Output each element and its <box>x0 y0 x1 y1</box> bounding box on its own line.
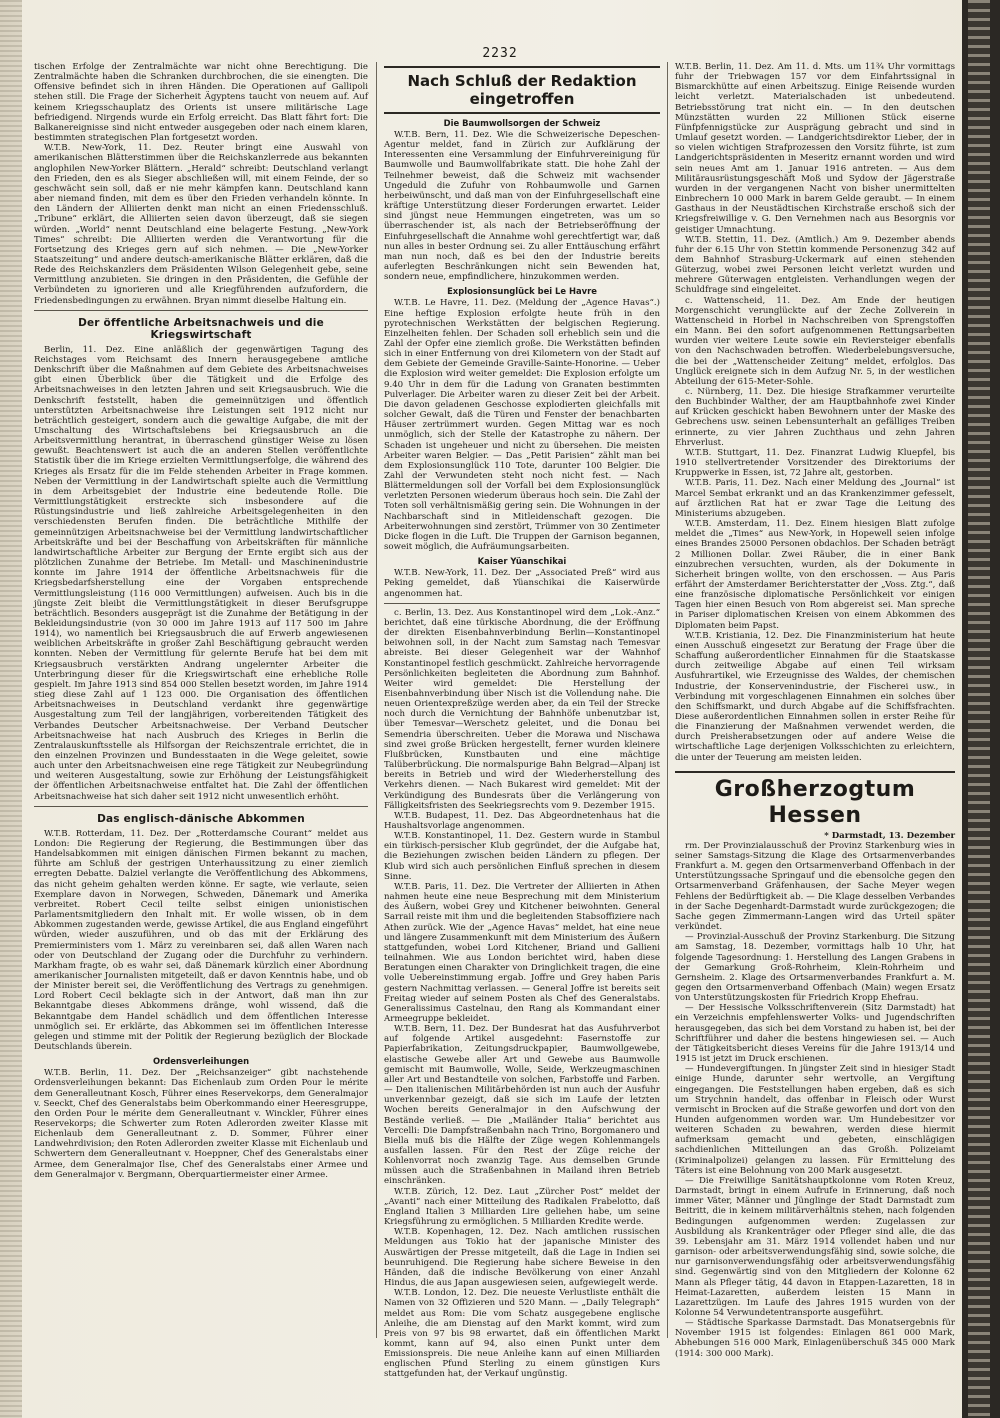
column-3 <box>675 62 955 1359</box>
section-rule <box>675 771 955 773</box>
article-body-arbeitsnachweis: Berlin, 11. Dez. Eine anläßlich der gegenwärtigen Tagung des Reichstages vom Reichsamt des Innern herausgegebene amtliche Denkschrift über die Maßnahmen auf dem Gebiete des Arbeitsnachweises gibt einen Überblick über die Tätigkeit und die Erfolge des Arbeitsnachweises in den letzten Jahren und seit Kriegsausbruch. Wie die Denkschrift feststellt, haben die gemeinnützigen und öffentlich unterstützten Arbeitsnachweise ihre Leistungen seit 1912 nicht nur beträchtlich gesteigert, sondern auch die gewaltige Aufgabe, die mit der Umschaltung des Wirtschaftslebens bei Kriegsausbruch an die Arbeitsvermittlung herantrat, in überraschend günstiger Weise zu lösen gewußt. Beachtenswert ist auch die an anderen Stellen veröffentlichte Statistik über die im Kriege erzielten Vermittlungserfolge, die während des Krieges als Ersatz für die im Felde stehenden Arbeiter in Frage kommen. Neben der Vermittlung in der Landwirtschaft spielte auch die Vermittlung in dem Arbeitsgebiet der Industrie eine bedeutende Rolle. Die Vermittlungstätigkeit erstreckte sich insbesondere auf die Rüstungsindustrie und ließ zahlreiche Arbeitsgelegenheiten in den verschiedensten Berufen finden. Die beträchtliche Mithilfe der gemeinnützigen Arbeitsnachweise bei der Vermittlung landwirtschaftlicher Arbeitskräfte und bei der Beschaffung von Arbeitskräften für männliche landwirtschaftliche Arbeiter zur Bergung der Ernte ergibt sich aus der plötzlichen Zunahme der Betriebe. Im Metall- und Maschinenindustrie konnte im Jahre 1914 der öffentliche Arbeitsnachweis für die Kriegsbedarfsherstellung eine der Vorgaben entsprechende Vermittlungsleistung (116 000 Vermittlungen) aufweisen. Auch bis in die jüngste Zeit bleibt die Vermittlungstätigkeit in dieser Berufsgruppe beträchtlich. Besonders ausgeprägt ist die Zunahme der Betätigung in der Bekleidungsindustrie (von 30 000 im Jahre 1913 auf 117 500 im Jahre 1914), wo namentlich bei Kriegsausbruch die auf Erwerb angewiesenen weiblichen Arbeitskräfte in großer Zahl Beschäftigung gebraucht werden konnten. Neben der Vermittlung für gelernte Berufe hat bei dem mit Kriegsausbruch verstärkten Andrang ungelernter Arbeiter die Unterbringung dieser für die Kriegswirtschaft eine erhebliche Rolle gespielt. Im Jahre 1913 sind 854 000 Stellen besetzt worden, im Jahre 1914 stieg diese Zahl auf 1 123 000. Die Organisation des öffentlichen Arbeitsnachweises in Deutschland verdankt ihre gegenwärtige Ausgestaltung zum Teil der langjährigen, vorbereitenden Tätigkeit des Verbandes Deutscher Arbeitsnachweise. Der Verband Deutscher Arbeitsnachweise hat nach Ausbruch des Krieges in Berlin die Zentralauskunftsstelle als Hilfsorgan der Reichszentrale errichtet, die in den einzelnen Provinzen und Bundesstaaten in die Wege geleitet, sowie auch unter den Arbeitsnachweisen eine rege Tätigkeit zur Neubegründung und weiteren Ausgestaltung, sowie zur Erhöhung der Leistungsfähigkeit der öffentlichen Arbeitsnachweise entfaltet hat. Die Zahl der öffentlichen Arbeitsnachweise hat sich daher seit 1912 nicht unwesentlich erhöht. <box>34 344 368 802</box>
news-item: W.T.B. Konstantinopel, 11. Dez. Gestern wurde in Stambul ein türkisch-persischer Klub gegründet, der die Aufgabe hat, die Beziehungen zwischen beiden Ländern zu pflegen. Der Klub wird sich auch persönlichen Einfluß sprechen in diesem Sinne. <box>384 831 660 882</box>
article-headline-orden: Ordensverleihungen <box>152 1056 250 1067</box>
news-item: W.T.B. Amsterdam, 11. Dez. Einem hiesigen Blatt zufolge meldet die „Times“ aus New-York, in Hopewell seien infolge eines Brandes 25000 Personen obdachlos. Der Schaden beträgt 2 Millionen Dollar. Zwei Räuber, die in einer Bank einzubrechen versuchten, wurden, als der Dokumente in Sicherheit bringen wollte, von den erschossen. — Aus Paris erfährt der Amsterdamer Berichterstatter der „Voss. Ztg.“, daß eine französische diplomatische Persönlichkeit vor einigen Tagen hier einen Besuch von Rom abgereist sei. Man spreche in Pariser diplomatischen Kreisen von einem Abkommen des Diplomaten beim Papst. <box>675 519 955 631</box>
column-2 <box>384 62 660 1380</box>
local-news-item: — Provinzial-Ausschuß der Provinz Starkenburg. Die Sitzung am Samstag, 18. Dezember, vormittags halb 10 Uhr, hat folgende Tagesordnung: 1. Herstellung des Langen Grabens in der Gemarkung Groß-Rohrheim, Klein-Rohrheim und Gernsheim. 2. Klage des Ortsarmenverbandes Frankfurt a. M. gegen den Ortsarmenverband Offenbach (Main) wegen Ersatz von Unterstützungskosten für Friedrich Kropp Ehefrau. <box>675 932 955 1004</box>
col1-intro-paragraph: tischen Erfolge der Zentralmächte war nicht ohne Berechtigung. Die Zentralmächte haben die Schranken durchbrochen, die sie einengten. Die Offensive befindet sich in ihren Händen. Die Operationen auf Gallipoli stehen still. Die Frage der Sicherheit Ägyptens taucht von neuem auf. Auf keinem Kriegsschauplatz des Orients ist unsere militärische Lage befriedigend. Nirgends wurde ein Erfolg erreicht. Das Blatt fährt fort: Die Balkanereignisse sind nicht entweder ausgegeben oder nach einem klaren, bestimmten strategischen Plan fortgesetzt worden. <box>34 62 368 144</box>
article-body-orden: W.T.B. Berlin, 11. Dez. Der „Reichsanzeiger“ gibt nachstehende Ordensverleihungen bekannt: Das Eichenlaub zum Orden Pour le mérite dem Generalleutnant Kosch, Führer eines Reservekorps, dem Generalmajor v. Seeckt, Chef des Generalstabs beim Oberkommando einer Heeresgruppe, den Orden Pour le mérite dem Generalleutnant v. Winckler, Führer eines Reservekorps; die Schwerter zum Roten Adlerorden zweiter Klasse mit Eichenlaub dem Generalleutnant z. D. Sommer, Führer einer Landwehrdivision; den Roten Adlerorden zweiter Klasse mit Eichenlaub und Schwertern dem Generalleutnant v. Hoeppner, Chef des Generalstabs einer Armee, dem Generalmajor Ilse, Chef des Generalstabs einer Armee und dem Generalmajor v. Bergmann, Oberquartiermeister einer Armee. <box>34 1068 368 1180</box>
separator <box>34 310 368 311</box>
news-item: W.T.B. Berlin, 11. Dez. Am 11. d. Mts. um 11¾ Uhr vormittags fuhr der Triebwagen 157 vor dem Einfahrtssignal in Bismarckhütte auf einen Arbeitszug. Einige Reisende wurden leicht verletzt. Materialschaden ist unbedeutend. Betriebsstörung trat nicht ein. — In den deutschen Münzstätten wurden 22 Millionen Stück eiserne Fünfpfennigstücke zur Ausprägung gebracht und sind in Umlauf gesetzt worden. — Landgerichtsdirektor Lieber, der in so vielen wichtigen Strafprozessen den Vorsitz führte, ist zum Landgerichtspräsidenten in Meseritz ernannt worden und wird sein neues Amt am 1. Januar 1916 antreten. — Aus dem Militärausrüstungsgeschäft Moß und Sydow der Jägerstraße wurden in der vergangenen Nacht von bisher unermittelten Einbrechern 10 000 Mark in barem Gelde geraubt. — In einem Gasthaus in der Neustädtischen Kirchstraße erschoß sich der Kriegsfreiwillige v. G. Den Vernehmen nach aus Besorgnis vor geistiger Umnachtung. <box>675 62 955 235</box>
news-item: W.T.B. Zürich, 12. Dez. Laut „Zürcher Post“ meldet der „Avanti“ nach einer Mitteilung des Radikalen Frabelotto, daß England Italien 3 Milliarden Lire geliehen habe, um seine Kriegsführung zu ermöglichen. 5 Milliarden Kredite werde. <box>384 1186 660 1228</box>
separator <box>384 603 660 604</box>
article-body-abkommen: W.T.B. Rotterdam, 11. Dez. Der „Rotterdamsche Courant“ meldet aus London: Die Regierung der Regierung, die Bestimmungen über das Handelsabkommen mit einigen dänischen Firmen bekannt zu machen, führte am Schluß der gestrigen Unterhaussitzung zu einer ziemlich erregten Debatte. Dalziel verlangte die Veröffentlichung des Abkommens, das nicht geheim gehalten werden könne. Er sagte, wie verlaute, seien Exemplare davon in Norwegen, Schweden, Dänemark und Amerika verbreitet. Robert Cecil teilte selbst einigen unionistischen Parlamentsmitgliedern den Inhalt mit. Er wolle wissen, ob in dem Abkommen zugestanden werde, gewisse Artikel, die aus England eingeführt würden, wieder auszuführen, und ob das mit der Erklärung des Premierministers vom 1. März zu vereinbaren sei, daß allen Waren nach oder von Deutschland der Zugang oder die Durchfuhr zu verhindern. Markham fragte, ob es wahr sei, daß Dänemark kürzlich einer Abordnung amerikanischer Journalisten mitgeteilt, daß er davon Kenntnis habe, und ob der Minister bereit sei, die Veröffentlichung des Vertrags zu genehmigen. Lord Robert Cecil beklagte sich in der Antwort, daß man ihn zur Bekanntgabe dieses Abkommens dränge, wohl wissend, daß die Bekanntgabe dem Handel schädlich und dem öffentlichen Interesse unmöglich sei. Er erklärte, das Abkommen sei im öffentlichen Interesse gelegen und stimme mit der Politik der Regierung bezüglich der Blockade Deutschlands überein. <box>34 828 368 1053</box>
news-item: W.T.B. Stuttgart, 11. Dez. Finanzrat Ludwig Kluepfel, bis 1910 stellvertretender Vorsitzender des Direktoriums der Kruppwerke in Essen, ist, 72 Jahre alt, gestorben. <box>675 447 955 479</box>
left-binding-edge <box>0 0 22 1418</box>
column-1 <box>34 62 368 1338</box>
article-headline-arbeitsnachweis: Der öffentliche Arbeitsnachweis und die Kriegswirtschaft <box>78 316 324 341</box>
right-page-edge <box>962 0 1000 1418</box>
page-number: 2232 <box>482 46 518 61</box>
separator <box>34 806 368 807</box>
state-section-headline: Großherzogtum Hessen <box>714 776 916 828</box>
col1-newyork-paragraph: W.T.B. New-York, 11. Dez. Reuter bringt eine Auswahl von amerikanischen Blätterstimmen über die Reichskanzlerrede aus bekannten anglophilen New-Yorker Blättern. „Herald“ schreibt: Deutschland verlangt den Frieden, den es als Sieger abschließen will, mit einem Feinde, der so geschwächt sein soll, daß er nie mehr kämpfen kann. Deutschland kann aber niemand finden, mit dem es über den Frieden verhandeln könnte. In den Ländern der Alliierten denkt man nicht an einen Friedensschluß. „Tribune“ erklärt, die Alliierten seien davon überzeugt, daß sie siegen würden. „World“ nennt Deutschland eine belagerte Festung. „New-York Times“ schreibt: Die Alliierten werden die Verantwortung für die Fortsetzung des Krieges gern auf sich nehmen. — Die „New-Yorker Staatszeitung“ und andere deutsch-amerikanische Blätter erklären, daß die Rede des Reichskanzlers dem Präsidenten Wilson Gelegenheit gebe, seine Vermittlung anzubieten. Sie dringen in den Präsidenten, die Gefühle der Verbündeten zu ignorieren und alle Kriegführenden aufzufordern, die Friedensbedingungen zu erwähnen. Bryan nimmt dieselbe Haltung ein. <box>34 143 368 306</box>
local-news-item: — Städtische Sparkasse Darmstadt. Das Monatsergebnis für November 1915 ist folgendes: Einlagen 861 000 Mark, Abhebungen 516 000 Mark, Einlagenüberschuß 345 000 Mark (1914: 300 000 Mark). <box>675 1318 955 1359</box>
news-item: W.T.B. Stettin, 11. Dez. (Amtlich.) Am 9. Dezember abends fuhr der 6.15 Uhr von Stettin kommende Personenzug 342 auf dem Bahnhof Strasburg-Uckermark auf einen stehenden Güterzug, wobei zwei Personen leicht verletzt wurden und mehrere Güterwagen entgleisten. Verhandlungen wegen der Schuldfrage sind eingeleitet. <box>675 234 955 296</box>
banner-rule-top <box>384 66 660 68</box>
local-news-item: — Der Hessische Volksschriftenverein (Sitz Darmstadt) hat ein Verzeichnis empfehlenswerter Volks- und Jugendschriften herausgegeben, das sich bei dem Vorstand zu haben ist, bei der Schriftführer und daher die bestens hingewiesen sei. — Auch der Tätigkeitsbericht dieses Vereins für die Jahre 1913/14 und 1915 ist jetzt im Druck erschienen. <box>675 1003 955 1065</box>
column-rule-2 <box>667 62 668 1338</box>
banner-rule-bottom <box>384 112 660 114</box>
news-item: W.T.B. Kopenhagen, 12. Dez. Nach amtlichen russischen Meldungen aus Tokio hat der japanische Minister des Auswärtigen der Presse mitgeteilt, daß die Lage in Indien sei beunruhigend. Die Regierung habe sichere Beweise in den Händen, daß die indische Bevölkerung von einer Anzahl Hindus, die aus Japan ausgewiesen seien, aufgewiegelt werde. <box>384 1227 660 1289</box>
column-rule-1 <box>376 62 377 1338</box>
adjacent-page-strip <box>968 0 990 1418</box>
local-news-item: — Hundevergiftungen. In jüngster Zeit sind in hiesiger Stadt einige Hunde, darunter sehr wertvolle, an Vergiftung eingegangen. Die Feststellungen haben ergeben, daß es sich um Strychnin handelt, das offenbar in Fleisch oder Wurst vermischt in Brocken auf die Straße geworfen und dort von den Hunden aufgenommen worden war. Um Hundebesitzer vor weiteren Schaden zu bewahren, werden diese hiermit aufmerksam gemacht und gebeten, einschlägigen sachdienlichen Mitteilungen an das Großh. Polizeiamt (Kriminalpolizei) gelangen zu lassen. Für Ermittelung des Täters ist eine Belohnung von 200 Mark ausgesetzt. <box>675 1064 955 1176</box>
news-item: W.T.B. Paris, 11. Dez. Die Vertreter der Alliierten in Athen nahmen heute eine neue Besprechung mit dem Ministerium des Äußern, wobei Grey und Kitchener beiwohnten. General Sarrail reiste mit ihm und die begleitenden Stabsoffiziere nach Athen zurück. Wie der „Agence Havas“ meldet, hat eine neue und längere Zusammenkunft mit dem Ministerium des Äußern stattgefunden, wobei Lord Kitchener, Briand und Gallieni teilnahmen. Wie aus London berichtet wird, haben diese Beratungen einen Charakter von Dringlichkeit tragen, die eine volle Uebereinstimmung ergab. Joffre und Grey haben Paris gestern Nachmittag verlassen. — General Joffre ist bereits seit Freitag wieder auf seinem Posten als Chef des Generalstabs. Generalissimus Castelnau, den Rang als Kommandant einer Armeegruppe bekleidet. <box>384 881 660 1024</box>
late-news-banner: Nach Schluß der Redaktion eingetroffen <box>407 72 637 108</box>
news-item: W.T.B. Budapest, 11. Dez. Das Abgeordnetenhaus hat die Haushaltsvorlage angenommen. <box>384 810 660 831</box>
news-item: c. Berlin, 13. Dez. Aus Konstantinopel wird dem „Lok.-Anz.“ berichtet, daß eine türkische Abordnung, die der Eröffnung der direkten Eisenbahnverbindung Berlin—Konstantinopel beiwohnen soll, in der Nacht zum Samstag nach Temesvar abreiste. Bei dieser Gelegenheit war der Wahnhof Konstantinopel festlich geschmückt. Zahlreiche hervorragende Persönlichkeiten begleiteten die Abordnung zum Bahnhof. Weiter wird gemeldet: Die Herstellung der Eisenbahnverbindung über Nisch ist die Vollendung nahe. Die neuen Orientexpreßzüge werden aber, da ein Teil der Strecke noch durch die Vernichtung der Bahnhöfe unbenutzbar ist, über Temesvar—Werschetz geleitet, und die Donau bei Semendria überschreiten. Ueber die Morawa und Nischawa sind zwei große Brücken hergestellt, ferner wurden kleinere Flußbrücken, Kunstbauten und eine mächtige Talüberbrückung. Die normalspurige Bahn Belgrad—Alpanj ist bereits in Betrieb und wird der Wiederherstellung des Verkehrs dienen. — Nach Bukarest wird gemeldet: Mit der Verkündigung des Bundesrats über die Verlängerung von Fälligkeitsfristen des Seekriegsrechts vom 9. Dezember 1915. <box>384 607 660 811</box>
news-item: W.T.B. Paris, 11. Dez. Nach einer Meldung des „Journal“ ist Marcel Sembat erkrankt und an das Krankenzimmer gefesselt, auf ärztlichen Rat hat er zwar Tage die Leitung des Ministeriums abzugeben. <box>675 478 955 519</box>
section-body-baumwolle: W.T.B. Bern, 11. Dez. Wie die Schweizerische Depeschen-Agentur meldet, fand in Zürich zur Aufklärung der Interessenten eine Versammlung der Einfuhrvereinigung für Baumwolle und Baumwollfabrikate statt. Die hohe Zahl der Teilnehmer beweist, daß die Schweiz mit wachsender Ungeduld die Zufuhr von Rohbaumwolle und Garnen herbeiwünscht, und daß man von der Einfuhrgesellschaft eine kräftige Unterstützung dieser Forderungen erwartet. Leider sind jüngst neue Hemmungen eingetreten, was um so überraschender ist, als nach der Betriebseröffnung der Einfuhrgesellschaft die Annahme wohl gerechtfertigt war, daß nun alles in bester Ordnung sei. Zu aller Enttäuschung erfährt man nun noch, daß es bei den der Industrie bereits auferlegten Beschränkungen nicht sein Bewenden hat, sondern neue, empfindlichere, hinzukommen werden. <box>384 130 660 283</box>
news-item: c. Wattenscheid, 11. Dez. Am Ende der heutigen Morgenschicht verunglückte auf der Zeche Zollverein in Wattenscheid in Horbel in Nachschreiben von Sprengstoffen ein Mann. Bei den sofort aufgenommenen Rettungsarbeiten wurden vier weitere Leute sowie ein Reviersteiger ebenfalls von den Nachschwaden betroffen. Wiederbelebungsversuche, die bei der „Wattenscheider Zeitung“ meldet, erfolglos. Das Unglück ereignete sich in dem Aufzug Nr. 5, in der westlichen Abteilung der 615-Meter-Sohle. <box>675 295 955 387</box>
section-body-kaiser: W.T.B. New-York, 11. Dez. Der „Associated Preß“ wird aus Peking gemeldet, daß Yüanschikai die Kaiserwürde angenommen hat. <box>384 568 660 599</box>
article-headline-abkommen: Das englisch-dänische Abkommen <box>97 812 305 825</box>
news-item: W.T.B. Kristiania, 12. Dez. Die Finanzministerium hat heute einen Ausschuß eingesetzt zur Beratung der Frage über die Schaffung außerordentlicher Einnahmen für die Staatskasse durch zeitweilige Abgabe auf einen Teil wirksam Ausfuhrartikel, wie Erzeugnisse des Waldes, der chemischen Industrie, der Konservenindustrie, der Fischerei usw., in Verbindung mit vorgeschlagenen Einnahmen ein solches über den Schiffsmarkt, und durch Abgabe auf die Schiffsfrachten. Diese außerordentlichen Einnahmen sollen in erster Reihe für die Finanzierung der Maßnahmen verwendet werden, die durch Preisherabsetzungen oder auf andere Weise die wirtschaftliche Lage derjenigen Volksschichten zu erleichtern, die unter der Teuerung am meisten leiden. <box>675 630 955 763</box>
section-subhead-kaiser: Kaiser Yüanschikai <box>477 556 567 567</box>
section-subhead-baumwolle: Die Baumwollsorgen der Schweiz <box>443 118 601 128</box>
section-subhead-explosion: Explosionsunglück bei Le Havre <box>447 286 597 297</box>
local-news-item: rm. Der Provinzialausschuß der Provinz Starkenburg wies in seiner Samstags-Sitzung die Klage des Ortsarmenverbandes Frankfurt a. M. gegen den Ortsarmenverband Offenbach in der Unterstützungssache Springauf und die ebensolche gegen den Ortsarmenverband Gräfenhausen, der Sache Meyer wegen Fehlens der Bedürftigkeit ab. — Die Klage desselben Verbandes in der Sache Degenhardt-Darmstadt wurde zurückgezogen; die Sache gegen Zimmermann-Langen wird das Urteil später verkündet. <box>675 840 955 933</box>
news-item: W.T.B. Bern, 11. Dez. Der Bundesrat hat das Ausfuhrverbot auf folgende Artikel ausgedehnt: Fasernstoffe zur Papierfabrikation, Zeitungsdruckpapier, Baumwollgewebe, elastische Gewebe aller Art und Gewebe aus Baumwolle gemischt mit Baumwolle, Wolle, Seide, Werkzeugmaschinen aller Art und Bestandteile von solchen, Farbstoffe und Farben. — Den italienischen Militärbehörden ist nun auch der Ausfuhr unverkennbar gezeigt, daß sie sich im Laufe der letzten Wochen bereits Generalmajor in den Aufschwung der Bestände verließ. — Die „Mailänder Italia“ berichtet aus Vercelli: Die Dampfstraßenbahn nach Trino, Borgomanero und Biella muß bis die Hälfte der Züge wegen Kohlenmangels ausfallen lassen. Für den Rest der Züge reiche der Kohlenvorrat noch zwanzig Tage. Aus demselben Grunde müssen auch die Straßenbahnen in Mailand ihren Betrieb einschränken. <box>384 1024 660 1187</box>
local-news-item: — Die Freiwillige Sanitätshauptkolonne vom Roten Kreuz, Darmstadt, bringt in einem Aufrufe in Erinnerung, daß noch immer Väter, Männer und Jünglinge der Stadt Darmstadt zum Beitritt, die in keinem militärverhältnis stehen, nach folgenden Bedingungen aufgenommen werden: Zugelassen zur Ausbildung als Krankenträger oder Pfleger sind alle, die das 39. Lebensjahr am 31. März 1914 vollendet haben und nur garnison- oder arbeitsverwendungsfähig sind, sowie solche, die nur garnisonverwendungsfähig oder arbeitsverwendungsfähig sind. Gegenwärtig sind von den Mitgliedern der Kolonne 62 Mann als Pfleger tätig, 44 davon in Etappen-Lazaretten, 18 in Heimat-Lazaretten, außerdem leisten 15 Mann in Lazarettzügen. Im Laufe des Jahres 1915 wurden von der Kolonne 54 Verwundetentransporte ausgeführt. <box>675 1175 955 1318</box>
news-item: c. Nürnberg, 11. Dez. Die hiesige Strafkammer verurteilte den Buchbinder Walther, der am Hauptbahnhofe zwei Kinder auf Krücken geschickt haben Bewohnern unter der Maske des Gebrechens usw. seinen Lebensunterhalt an gefälliges Treiben erinnerte, zu vier Jahren Zuchthaus und zehn Jahren Ehrverlust. <box>675 387 955 448</box>
news-item: W.T.B. London, 12. Dez. Die neueste Verlustliste enthält die Namen von 32 Offizieren und 520 Mann. — „Daily Telegraph“ meldet aus Rom: Die vom Schatz ausgegebene englische Anleihe, die am Dienstag auf den Markt kommt, wird zum Preis von 97 bis 98 erwartet, daß ein öffentlichen Markt kommt, kann auf 94, also einen Punkt unter dem Emissionspreis. Die neue Anleihe kann auf einen Milliarden englischen Pfund Sterling zu einem günstigen Kurs stattgefunden hat, der Verkauf ungünstig. <box>384 1288 660 1380</box>
state-section-dateline: * Darmstadt, 13. Dezember <box>824 830 955 841</box>
section-body-explosion: W.T.B. Le Havre, 11. Dez. (Meldung der „Agence Havas“.) Eine heftige Explosion erfolgte heute früh in den pyrotechnischen Werkstätten der belgischen Regierung. Einzelheiten fehlen. Der Schaden soll erheblich sein und die Zahl der Opfer eine ziemlich große. Die Werkstätten befinden sich in einer Entfernung von drei Kilometern von der Stadt auf dem Gebiete der Gemeinde Graville-Sainte-Honorine. — Ueber die Explosion wird weiter gemeldet: Die Explosion erfolgte um 9.40 Uhr in dem für die Ladung von Granaten bestimmten Pulverlager. Die Arbeiter waren zu dieser Zeit bei der Arbeit. Die davon geladenen Geschosse explodierten gleichfalls mit solcher Gewalt, daß die Türen und Fenster der benachbarten Häuser zertrümmert wurden. Gegen Mittag war es noch unmöglich, sich der Stelle der Katastrophe zu nähern. Der Schaden ist ungeheuer und nicht zu übersehen. Die meisten Arbeiter waren Belgier. — Das „Petit Parisien“ zählt man bei dem Explosionsunglück 110 Tote, darunter 100 Belgier. Die Zahl der Verwundeten steht noch nicht fest. — Nach Blättermeldungen soll der Vorfall bei dem Explosionsunglück verletzten Personen wiederum überaus hoch sein. Die Zahl der Toten soll verhältnismäßig gering sein. Die Wohnungen in der Nachbarschaft sind in Mitleidenschaft gezogen. Die Arbeiterwohnungen sind zerstört, Trümmer von 30 Zentimeter Dicke flogen in die Luft. Die Truppen der Garnison begannen, soweit möglich, die Aufräumungsarbeiten. <box>384 298 660 553</box>
